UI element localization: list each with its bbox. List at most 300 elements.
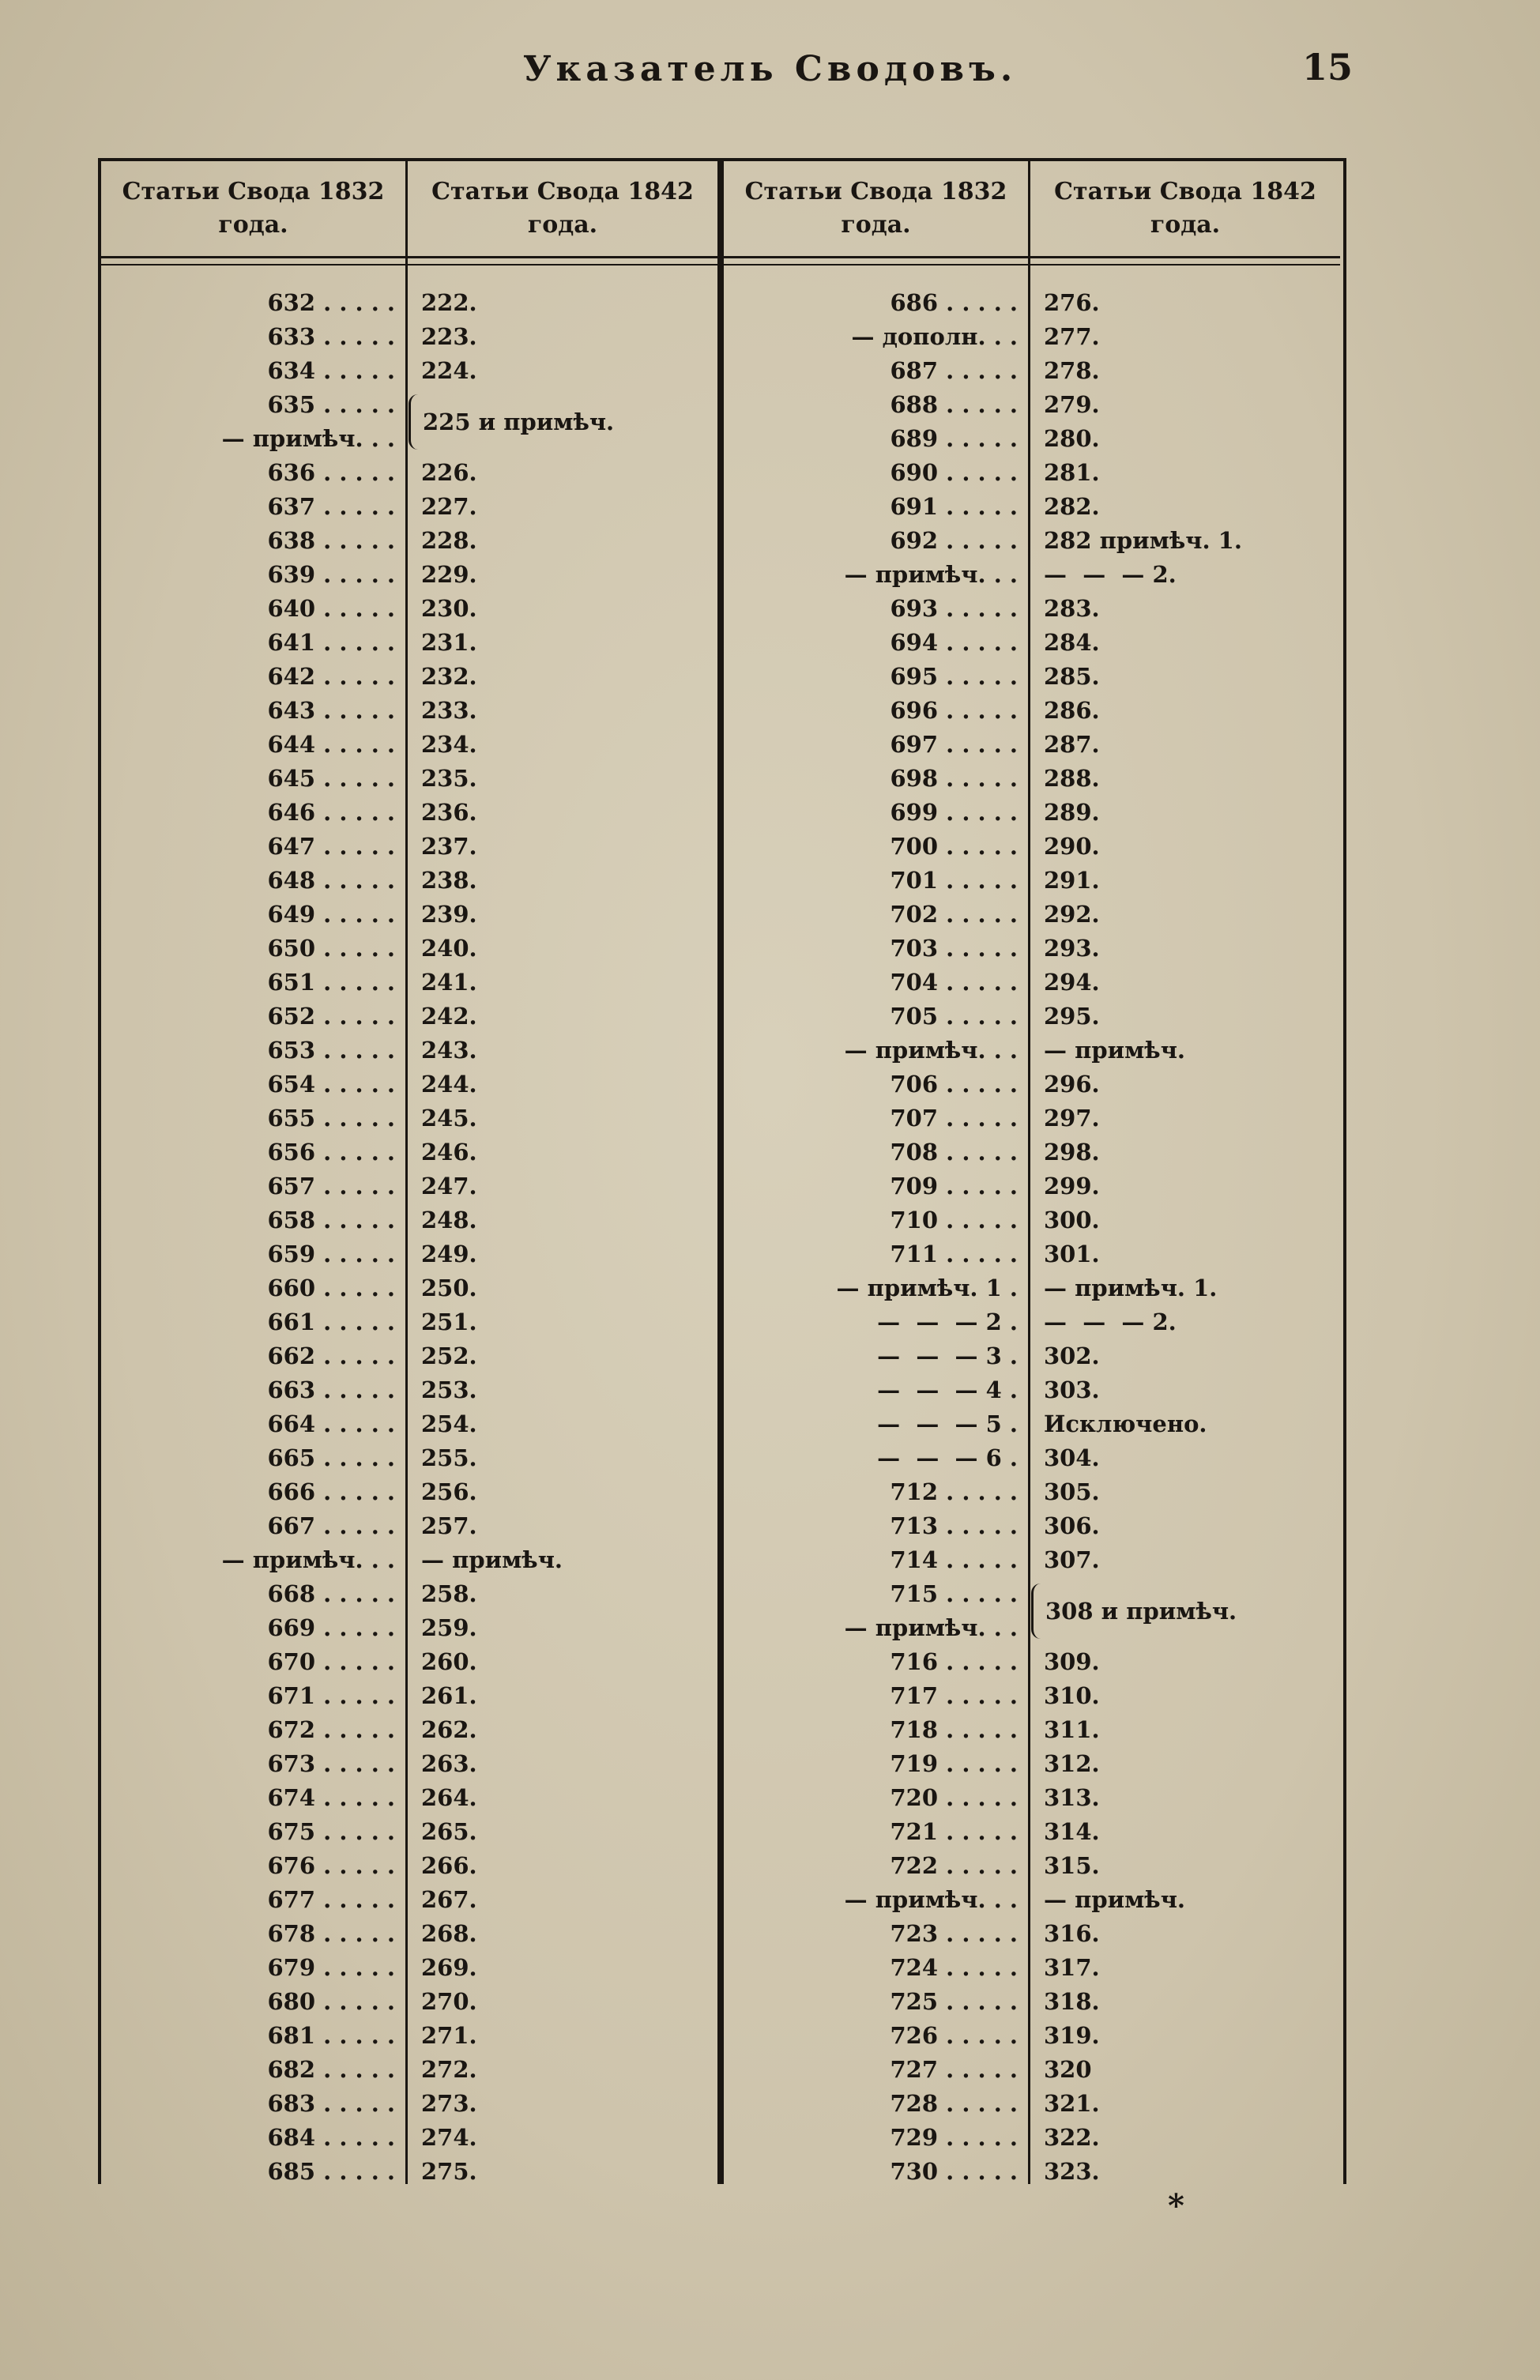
table-row	[101, 1509, 717, 1543]
article-1842: — примѣч.	[421, 1546, 563, 1573]
article-1832: 704 . . . . .	[890, 969, 1018, 996]
article-1832: 706 . . . . .	[890, 1071, 1018, 1098]
article-1832: 724 . . . . .	[890, 1954, 1018, 1981]
table-row	[101, 286, 717, 320]
article-1842: 319.	[1044, 2022, 1100, 2049]
article-1842: 313.	[1044, 1784, 1100, 1811]
table-row	[724, 1679, 1340, 1713]
article-1832: 686 . . . . .	[890, 289, 1018, 316]
article-1832: 703 . . . . .	[890, 935, 1018, 962]
article-1832: 662 . . . . .	[267, 1343, 395, 1369]
article-1832: 676 . . . . .	[267, 1852, 395, 1879]
table-row	[101, 728, 717, 762]
article-1832: 651 . . . . .	[267, 969, 395, 996]
article-1832: 644 . . . . .	[267, 731, 395, 758]
article-1842: 229.	[421, 561, 477, 588]
article-1832: 714 . . . . .	[890, 1546, 1018, 1573]
article-1842: 249.	[421, 1241, 477, 1267]
article-1842: 281.	[1044, 459, 1100, 486]
article-1842: 240.	[421, 935, 477, 962]
article-1842: 263.	[421, 1750, 477, 1777]
header-underline	[724, 264, 1340, 265]
article-1842: 256.	[421, 1478, 477, 1505]
article-1842: 267.	[421, 1886, 477, 1913]
article-1842: 314.	[1044, 1818, 1100, 1845]
article-1842: — примѣч.	[1044, 1886, 1186, 1913]
table-row	[724, 1475, 1340, 1509]
table-row	[101, 1102, 717, 1135]
table-row	[724, 592, 1340, 626]
table-row	[724, 1543, 1340, 1577]
table-row	[724, 2087, 1340, 2121]
article-1832: 647 . . . . .	[267, 833, 395, 860]
table-row	[101, 2121, 717, 2155]
table-row	[724, 932, 1340, 966]
table-row	[101, 2053, 717, 2087]
table-row	[724, 490, 1340, 524]
table-row	[101, 898, 717, 932]
article-1832: 702 . . . . .	[890, 901, 1018, 928]
article-1832: 719 . . . . .	[890, 1750, 1018, 1777]
article-1832: 653 . . . . .	[267, 1037, 395, 1064]
article-1842: 276.	[1044, 289, 1100, 316]
table-row	[101, 2155, 717, 2189]
article-1842: 239.	[421, 901, 477, 928]
table-row	[724, 1441, 1340, 1475]
article-1832: 715 . . . . .	[890, 1580, 1018, 1607]
table-row	[724, 660, 1340, 694]
article-1832: 649 . . . . .	[267, 901, 395, 928]
article-1832: 663 . . . . .	[267, 1376, 395, 1403]
article-1842: 278.	[1044, 357, 1100, 384]
table-row	[724, 1034, 1340, 1068]
table-row	[724, 1747, 1340, 1781]
article-1832: 709 . . . . .	[890, 1173, 1018, 1199]
table-row	[724, 558, 1340, 592]
table-row	[724, 1917, 1340, 1951]
article-1842: 257.	[421, 1512, 477, 1539]
article-1832: 671 . . . . .	[267, 1682, 395, 1709]
article-1832: 643 . . . . .	[267, 697, 395, 724]
article-1842: 258.	[421, 1580, 477, 1607]
article-1832: — примѣч. . .	[844, 561, 1018, 588]
article-1842: 322.	[1044, 2124, 1100, 2151]
table-row	[724, 422, 1340, 456]
table-row	[724, 1339, 1340, 1373]
article-1832: 690 . . . . .	[890, 459, 1018, 486]
article-1842: 280.	[1044, 425, 1100, 452]
article-1832: 687 . . . . .	[890, 357, 1018, 384]
article-1832: 698 . . . . .	[890, 765, 1018, 792]
article-1842: 305.	[1044, 1478, 1100, 1505]
article-1842: Исключено.	[1044, 1410, 1207, 1437]
article-1842: 272.	[421, 2056, 477, 2083]
article-1842: 309.	[1044, 1648, 1100, 1675]
article-1842: 271.	[421, 2022, 477, 2049]
article-1842: 291.	[1044, 867, 1100, 894]
table-row	[101, 1475, 717, 1509]
table-row	[101, 456, 717, 490]
article-1842: 232.	[421, 663, 477, 690]
table-row	[724, 2019, 1340, 2053]
article-1842: 282.	[1044, 493, 1100, 520]
article-1832: 725 . . . . .	[890, 1988, 1018, 2015]
article-1842: 283.	[1044, 595, 1100, 622]
article-1842: 247.	[421, 1173, 477, 1199]
article-1842: 252.	[421, 1343, 477, 1369]
article-1842: 233.	[421, 697, 477, 724]
article-1842: 234.	[421, 731, 477, 758]
article-1832: 668 . . . . .	[267, 1580, 395, 1607]
table-row	[724, 1985, 1340, 2019]
article-1842: 303.	[1044, 1376, 1100, 1403]
article-1842: 318.	[1044, 1988, 1100, 2015]
table-row	[724, 1000, 1340, 1034]
article-1842: 251.	[421, 1309, 477, 1335]
article-1842: 248.	[421, 1207, 477, 1233]
table-row	[724, 1815, 1340, 1849]
table-row	[101, 2087, 717, 2121]
article-1842: — примѣч.	[1044, 1037, 1186, 1064]
article-1832: 720 . . . . .	[890, 1784, 1018, 1811]
header-1842: Статьи Свода 1842 года.	[1054, 178, 1316, 239]
article-1842: 224.	[421, 357, 477, 384]
article-1832: 637 . . . . .	[267, 493, 395, 520]
left-rows	[101, 286, 717, 2189]
table-row	[101, 932, 717, 966]
article-1842: 268.	[421, 1920, 477, 1947]
article-1842: 284.	[1044, 629, 1100, 656]
article-1842: 235.	[421, 765, 477, 792]
article-1832: 713 . . . . .	[890, 1512, 1018, 1539]
article-1832: 727 . . . . .	[890, 2056, 1018, 2083]
article-1832: 667 . . . . .	[267, 1512, 395, 1539]
article-1832: — примѣч. . .	[221, 1546, 395, 1573]
table-row	[724, 864, 1340, 898]
table-row	[724, 524, 1340, 558]
article-1842: 293.	[1044, 935, 1100, 962]
article-1832: 639 . . . . .	[267, 561, 395, 588]
article-1832: 710 . . . . .	[890, 1207, 1018, 1233]
table-row	[101, 592, 717, 626]
article-1842: 301.	[1044, 1241, 1100, 1267]
article-1832: 677 . . . . .	[267, 1886, 395, 1913]
table-row	[101, 1305, 717, 1339]
article-1832: 645 . . . . .	[267, 765, 395, 792]
article-1832: — дополн. . .	[851, 323, 1018, 350]
table-row	[101, 1339, 717, 1373]
article-1842: 285.	[1044, 663, 1100, 690]
article-1842: 226.	[421, 459, 477, 486]
article-1842: 228.	[421, 527, 477, 554]
table-row	[101, 1611, 717, 1645]
article-1842: — — — 2.	[1044, 561, 1177, 588]
article-1842: 316.	[1044, 1920, 1100, 1947]
table-row	[724, 762, 1340, 796]
article-1842: 241.	[421, 969, 477, 996]
article-1832: 716 . . . . .	[890, 1648, 1018, 1675]
table-row	[724, 1713, 1340, 1747]
article-1842: 236.	[421, 799, 477, 826]
concordance-table	[98, 158, 1346, 2184]
article-1832: 635 . . . . .	[267, 391, 395, 418]
table-row	[101, 354, 717, 388]
article-1832: 642 . . . . .	[267, 663, 395, 690]
table-row	[101, 830, 717, 864]
article-1842: 295.	[1044, 1003, 1100, 1030]
article-1842: 288.	[1044, 765, 1100, 792]
table-row	[724, 1373, 1340, 1407]
article-1842: 304.	[1044, 1444, 1100, 1471]
article-1842: 270.	[421, 1988, 477, 2015]
table-row	[724, 1407, 1340, 1441]
article-1832: 674 . . . . .	[267, 1784, 395, 1811]
table-row	[724, 694, 1340, 728]
article-1832: 641 . . . . .	[267, 629, 395, 656]
article-1842: 254.	[421, 1410, 477, 1437]
article-1842: — — — 2.	[1044, 1309, 1177, 1335]
table-row	[724, 1237, 1340, 1271]
article-1832: 701 . . . . .	[890, 867, 1018, 894]
article-1832: 681 . . . . .	[267, 2022, 395, 2049]
header-underline	[101, 264, 717, 265]
table-row	[724, 1883, 1340, 1917]
article-1842: 259.	[421, 1614, 477, 1641]
article-1832: 705 . . . . .	[890, 1003, 1018, 1030]
article-1832: 729 . . . . .	[890, 2124, 1018, 2151]
table-row	[101, 1543, 717, 1577]
header-1832: Статьи Свода 1832 года.	[122, 178, 385, 239]
table-row	[724, 1951, 1340, 1985]
table-row	[724, 1305, 1340, 1339]
table-row	[101, 524, 717, 558]
header-1832: Статьи Свода 1832 года.	[744, 178, 1007, 239]
article-1832: 661 . . . . .	[267, 1309, 395, 1335]
article-1832: 632 . . . . .	[267, 289, 395, 316]
article-1832: 695 . . . . .	[890, 663, 1018, 690]
article-1832: 707 . . . . .	[890, 1105, 1018, 1132]
article-1832: 654 . . . . .	[267, 1071, 395, 1098]
brace-mark	[409, 394, 422, 450]
article-1842: 269.	[421, 1954, 477, 1981]
table-header-right	[724, 161, 1340, 258]
article-1832: 680 . . . . .	[267, 1988, 395, 2015]
article-1842: 310.	[1044, 1682, 1100, 1709]
article-1832: 717 . . . . .	[890, 1682, 1018, 1709]
article-1842: 264.	[421, 1784, 477, 1811]
article-1842: 302.	[1044, 1343, 1100, 1369]
article-1832: — примѣч. . .	[844, 1886, 1018, 1913]
article-1832: — примѣч. . .	[221, 425, 395, 452]
article-1832: 689 . . . . .	[890, 425, 1018, 452]
table-row	[101, 1203, 717, 1237]
footer-asterisk: *	[1168, 2187, 1184, 2224]
table-row	[101, 1679, 717, 1713]
article-1842: 250.	[421, 1275, 477, 1301]
article-1842: 231.	[421, 629, 477, 656]
article-1842: 299.	[1044, 1173, 1100, 1199]
article-1832: 659 . . . . .	[267, 1241, 395, 1267]
article-1842: 300.	[1044, 1207, 1100, 1233]
article-1832: 682 . . . . .	[267, 2056, 395, 2083]
table-row	[101, 1645, 717, 1679]
table-row	[724, 1849, 1340, 1883]
table-row	[724, 1781, 1340, 1815]
article-1842: 279.	[1044, 391, 1100, 418]
running-title: Указатель Сводовъ.	[522, 49, 1018, 89]
article-1832: 685 . . . . .	[267, 2158, 395, 2185]
table-row	[724, 898, 1340, 932]
article-1832: 694 . . . . .	[890, 629, 1018, 656]
article-1842: 223.	[421, 323, 477, 350]
article-1842: 244.	[421, 1071, 477, 1098]
table-row	[101, 320, 717, 354]
brace-label: 225 и примѣч.	[423, 409, 615, 435]
article-1832: — — — 5 .	[877, 1410, 1018, 1437]
table-row	[724, 2121, 1340, 2155]
article-1832: 678 . . . . .	[267, 1920, 395, 1947]
table-row	[101, 1237, 717, 1271]
article-1832: — примѣч. . .	[844, 1037, 1018, 1064]
table-row	[724, 456, 1340, 490]
article-1832: 640 . . . . .	[267, 595, 395, 622]
table-row	[101, 694, 717, 728]
article-1832: 665 . . . . .	[267, 1444, 395, 1471]
table-row	[724, 626, 1340, 660]
table-row	[724, 320, 1340, 354]
article-1842: 286.	[1044, 697, 1100, 724]
article-1832: 652 . . . . .	[267, 1003, 395, 1030]
table-row	[101, 864, 717, 898]
article-1842: 323.	[1044, 2158, 1100, 2185]
article-1832: 673 . . . . .	[267, 1750, 395, 1777]
article-1842: 245.	[421, 1105, 477, 1132]
table-right-half	[724, 161, 1340, 2184]
article-1832: 684 . . . . .	[267, 2124, 395, 2151]
article-1832: 683 . . . . .	[267, 2090, 395, 2117]
article-1842: 289.	[1044, 799, 1100, 826]
table-row	[101, 1034, 717, 1068]
table-row	[724, 388, 1340, 422]
article-1842: 260.	[421, 1648, 477, 1675]
article-1832: — — — 2 .	[877, 1309, 1018, 1335]
article-1842: 296.	[1044, 1071, 1100, 1098]
article-1842: 227.	[421, 493, 477, 520]
article-1832: 721 . . . . .	[890, 1818, 1018, 1845]
table-row	[101, 1407, 717, 1441]
page-number: 15	[1302, 46, 1354, 88]
table-row	[101, 660, 717, 694]
table-row	[101, 762, 717, 796]
article-1832: 692 . . . . .	[890, 527, 1018, 554]
article-1842: 315.	[1044, 1852, 1100, 1879]
article-1832: — — — 6 .	[877, 1444, 1018, 1471]
brace-mark	[1031, 1584, 1045, 1639]
article-1832: 693 . . . . .	[890, 595, 1018, 622]
table-row	[724, 1135, 1340, 1169]
article-1842: 237.	[421, 833, 477, 860]
table-row	[724, 1271, 1340, 1305]
table-row	[101, 1373, 717, 1407]
article-1842: 243.	[421, 1037, 477, 1064]
article-1842: 273.	[421, 2090, 477, 2117]
article-1842: 275.	[421, 2158, 477, 2185]
article-1832: 669 . . . . .	[267, 1614, 395, 1641]
article-1832: 675 . . . . .	[267, 1818, 395, 1845]
table-row	[101, 966, 717, 1000]
middle-rule	[717, 161, 724, 2184]
article-1832: 636 . . . . .	[267, 459, 395, 486]
article-1832: — примѣч. . .	[844, 1614, 1018, 1641]
article-1842: 222.	[421, 289, 477, 316]
table-row	[101, 1747, 717, 1781]
article-1842: 253.	[421, 1376, 477, 1403]
table-row	[101, 1577, 717, 1611]
article-1832: 658 . . . . .	[267, 1207, 395, 1233]
article-1832: — — — 4 .	[877, 1376, 1018, 1403]
article-1832: 708 . . . . .	[890, 1139, 1018, 1166]
article-1842: 287.	[1044, 731, 1100, 758]
article-1842: 277.	[1044, 323, 1100, 350]
table-row	[101, 796, 717, 830]
article-1832: 633 . . . . .	[267, 323, 395, 350]
article-1832: 650 . . . . .	[267, 935, 395, 962]
article-1832: 657 . . . . .	[267, 1173, 395, 1199]
table-row	[724, 796, 1340, 830]
article-1842: 307.	[1044, 1546, 1100, 1573]
table-row	[101, 1441, 717, 1475]
table-row	[101, 1000, 717, 1034]
article-1832: 638 . . . . .	[267, 527, 395, 554]
article-1832: 711 . . . . .	[890, 1241, 1018, 1267]
table-row	[101, 1815, 717, 1849]
article-1832: — примѣч. 1 .	[836, 1275, 1018, 1301]
article-1832: 691 . . . . .	[890, 493, 1018, 520]
table-row	[724, 1509, 1340, 1543]
article-1842: 274.	[421, 2124, 477, 2151]
table-left-half	[101, 161, 717, 2184]
article-1832: 672 . . . . .	[267, 1716, 395, 1743]
table-row	[101, 1917, 717, 1951]
table-row	[724, 354, 1340, 388]
table-row	[724, 2053, 1340, 2087]
table-row	[101, 1713, 717, 1747]
table-row	[724, 1169, 1340, 1203]
table-row	[101, 1985, 717, 2019]
article-1832: 722 . . . . .	[890, 1852, 1018, 1879]
article-1832: 700 . . . . .	[890, 833, 1018, 860]
article-1832: 670 . . . . .	[267, 1648, 395, 1675]
article-1842: 246.	[421, 1139, 477, 1166]
table-row	[101, 490, 717, 524]
table-row	[101, 1068, 717, 1102]
right-rows	[724, 286, 1340, 2189]
article-1832: 656 . . . . .	[267, 1139, 395, 1166]
article-1842: 230.	[421, 595, 477, 622]
table-row	[724, 2155, 1340, 2189]
table-row	[724, 1203, 1340, 1237]
table-row	[724, 830, 1340, 864]
article-1832: — — — 3 .	[877, 1343, 1018, 1369]
article-1842: 317.	[1044, 1954, 1100, 1981]
table-row	[101, 1135, 717, 1169]
table-row	[724, 1068, 1340, 1102]
article-1832: 666 . . . . .	[267, 1478, 395, 1505]
article-1842: 266.	[421, 1852, 477, 1879]
article-1832: 648 . . . . .	[267, 867, 395, 894]
article-1842: 312.	[1044, 1750, 1100, 1777]
article-1842: 262.	[421, 1716, 477, 1743]
